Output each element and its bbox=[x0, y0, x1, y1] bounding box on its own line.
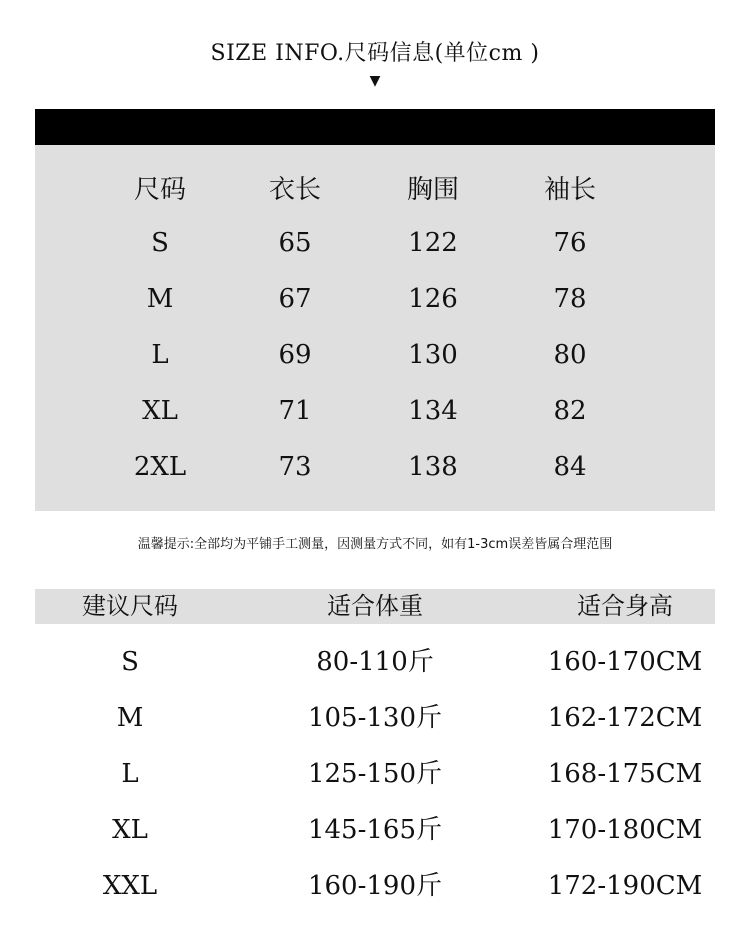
length-cell: 65 bbox=[278, 228, 312, 258]
column-header-chest: 胸围 bbox=[406, 174, 459, 205]
size-chart-panel bbox=[35, 145, 715, 511]
recommended-size-cell: XXL bbox=[102, 871, 158, 901]
recommended-size-cell: XL bbox=[112, 815, 148, 845]
size-cell: XL bbox=[142, 396, 178, 426]
recommend-header-row bbox=[35, 589, 715, 624]
table-row bbox=[35, 746, 715, 802]
chest-cell: 126 bbox=[408, 284, 458, 314]
measurement-note: 温馨提示:全部均为平铺手工测量，因测量方式不同，如有1-3cm误差皆属合理范围 bbox=[137, 537, 613, 552]
height-cell: 170-180CM bbox=[547, 815, 703, 845]
down-arrow-icon: ▼ bbox=[369, 73, 381, 89]
weight-cell: 145-165斤 bbox=[307, 815, 443, 845]
table-row bbox=[35, 690, 715, 746]
weight-cell: 105-130斤 bbox=[307, 703, 443, 733]
sleeve-cell: 80 bbox=[553, 340, 587, 370]
length-cell: 71 bbox=[278, 396, 312, 426]
column-header-sleeve: 袖长 bbox=[543, 174, 596, 205]
table-row bbox=[35, 271, 715, 327]
table-row bbox=[35, 802, 715, 858]
size-chart-header-row bbox=[35, 159, 715, 215]
height-cell: 160-170CM bbox=[547, 647, 703, 677]
page-title: SIZE INFO.尺码信息(单位cm ) bbox=[210, 41, 540, 66]
sleeve-cell: 82 bbox=[553, 396, 587, 426]
chest-cell: 122 bbox=[408, 228, 458, 258]
size-cell: L bbox=[151, 340, 169, 370]
column-header-length: 衣长 bbox=[268, 174, 321, 205]
recommended-size-cell: M bbox=[116, 703, 144, 733]
recommended-size-cell: S bbox=[121, 647, 139, 677]
weight-cell: 125-150斤 bbox=[307, 759, 443, 789]
recommend-table bbox=[35, 634, 715, 914]
chest-cell: 138 bbox=[408, 452, 458, 482]
length-cell: 69 bbox=[278, 340, 312, 370]
size-cell: 2XL bbox=[133, 452, 187, 482]
chest-cell: 130 bbox=[408, 340, 458, 370]
height-cell: 162-172CM bbox=[547, 703, 703, 733]
recommended-size-cell: L bbox=[121, 759, 139, 789]
table-row bbox=[35, 383, 715, 439]
size-cell: S bbox=[151, 228, 169, 258]
size-chart-table bbox=[35, 159, 715, 495]
table-row bbox=[35, 858, 715, 914]
sleeve-cell: 84 bbox=[553, 452, 587, 482]
column-header-recommended-size: 建议尺码 bbox=[82, 592, 178, 620]
chest-cell: 134 bbox=[408, 396, 458, 426]
weight-cell: 80-110斤 bbox=[316, 647, 434, 677]
table-row bbox=[35, 215, 715, 271]
table-row bbox=[35, 439, 715, 495]
sleeve-cell: 76 bbox=[553, 228, 587, 258]
height-cell: 168-175CM bbox=[547, 759, 703, 789]
length-cell: 73 bbox=[278, 452, 312, 482]
column-header-height: 适合身高 bbox=[577, 592, 673, 620]
column-header-size: 尺码 bbox=[133, 174, 186, 205]
height-cell: 172-190CM bbox=[547, 871, 703, 901]
weight-cell: 160-190斤 bbox=[307, 871, 443, 901]
table-row bbox=[35, 327, 715, 383]
size-cell: M bbox=[146, 284, 174, 314]
header-bar bbox=[35, 109, 715, 145]
column-header-weight: 适合体重 bbox=[327, 592, 423, 620]
length-cell: 67 bbox=[278, 284, 312, 314]
table-row bbox=[35, 634, 715, 690]
sleeve-cell: 78 bbox=[553, 284, 587, 314]
